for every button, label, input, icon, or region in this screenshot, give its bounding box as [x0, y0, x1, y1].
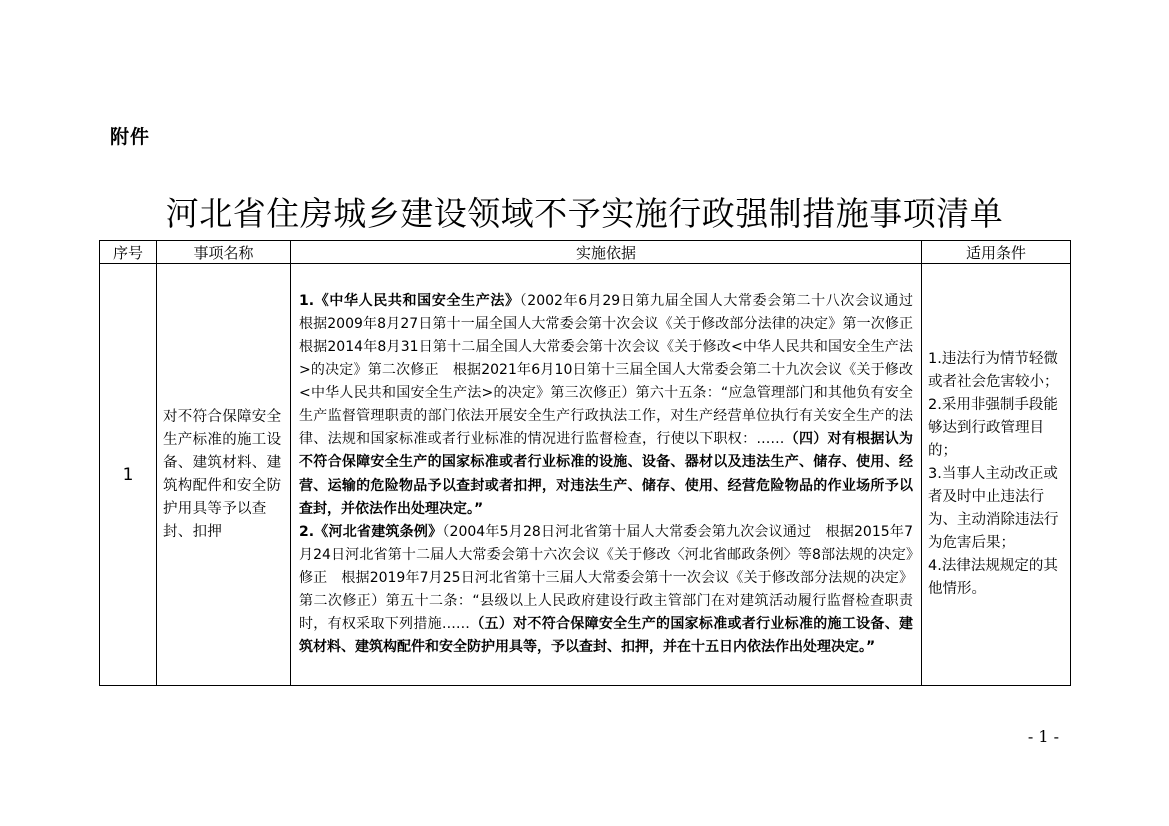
document-title: 河北省住房城乡建设领域不予实施行政强制措施事项清单	[165, 194, 1004, 233]
law1-title: 1.《中华人民共和国安全生产法》	[299, 292, 520, 309]
condition-item: 4.法律法规规定的其他情形。	[928, 558, 1058, 597]
cell-conditions	[922, 264, 1071, 686]
law2-title: 2.《河北省建筑条例》	[299, 523, 443, 540]
law2-bold-clause: （五）对不符合保障安全生产的国家标准或者行业标准的施工设备、建筑材料、建筑构配件和安全防护用具等，予以查封、扣押，并在十五日内依法作出处理决定。”	[299, 616, 914, 656]
condition-item: 1.违法行为情节轻微或者社会危害较小；	[928, 351, 1059, 390]
column-header-seq: 序号	[100, 241, 157, 264]
column-header-name: 事项名称	[157, 241, 291, 264]
attachment-label: 附件	[110, 126, 151, 148]
law1-bold-clause: （四）对有根据认为不符合保障安全生产的国家标准或者行业标准的设施、设备、器材以及违法生产、储存、使用、经营、运输的危险物品予以查封或者扣押，对违法生产、储存、使用、经营危险物品的作业场所予以查封，并依法作出处理决定。”	[299, 431, 914, 517]
cell-basis	[291, 264, 927, 686]
table-header-row	[100, 241, 1071, 264]
measures-table	[99, 240, 1071, 686]
column-header-conditions: 适用条件	[922, 241, 1071, 264]
cell-item-name: 对不符合保障安全生产标准的施工设备、建筑材料、建筑构配件和安全防护用具等予以查封、扣押	[157, 264, 291, 686]
table-row	[100, 264, 1071, 686]
condition-item: 3.当事人主动改正或者及时中止违法行为、主动消除违法行为危害后果；	[928, 466, 1059, 551]
cell-seq: 1	[100, 264, 157, 686]
law1-text: （2002年6月29日第九届全国人大常委会第二十八次会议通过 根据2009年8月27日第十一届全国人大常委会第十次会议《关于修改部分法律的决定》第一次修正 根据2014年8月31日第十二届全国人大常委会第十次会议《关于修改<中华人民共和国安全生产法>的决定》第二次修正 根据2021年6月10日第十三届全国人大常委会第二十九次会议《关于修改<中华人民共和国安全生产法>的决定》第三次修正）第六十五条：“应急管理部门和其他负有安全生产监督管理职责的部门依法开展安全生产行政执法工作，对生产经营单位执行有关安全生产的法律、法规和国家标准或者行业标准的情况进行监督检查，行使以下职权：……	[299, 292, 927, 448]
law2-text: （2004年5月28日河北省第十届人大常委会第九次会议通过 根据2015年7月24日河北省第十二届人大常委会第十六次会议《关于修改〈河北省邮政条例〉等8部法规的决定》修正 根据2019年7月25日河北省第十三届人大常委会第十一次会议《关于修改部分法规的决定》第二次修正）第五十二条：“县级以上人民政府建设行政主管部门在对建筑活动履行监督检查职责时，有权采取下列措施……	[299, 523, 913, 633]
condition-item: 2.采用非强制手段能够达到行政管理目的；	[928, 397, 1058, 459]
column-header-basis: 实施依据	[291, 241, 922, 264]
page-number: - 1 -	[1027, 727, 1059, 746]
